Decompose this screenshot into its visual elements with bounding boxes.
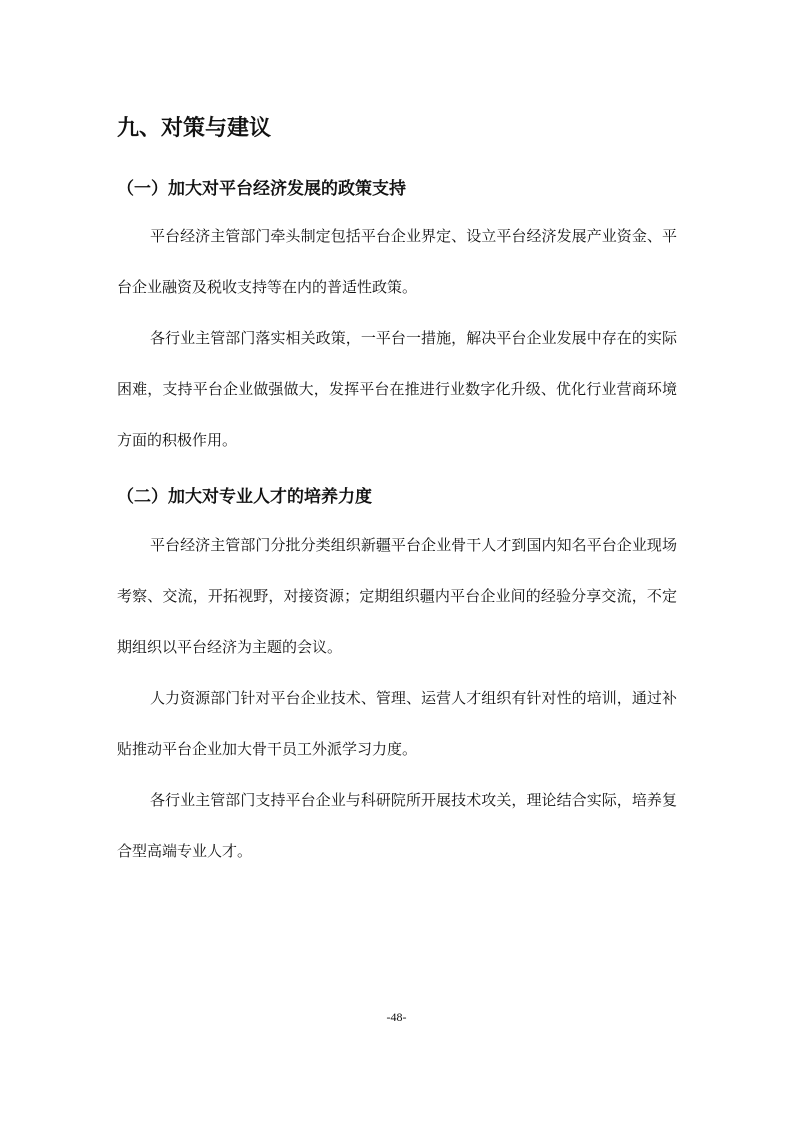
section-title-2: （二）加大对专业人才的培养力度: [117, 487, 372, 507]
page-number: -48-: [386, 1010, 407, 1024]
paragraph: 各行业主管部门落实相关政策，一平台一措施，解决平台企业发展中存在的实际困难，支持平台企业做强做大，发挥平台在推进行业数字化升级、优化行业营商环境方面的积极作用。: [117, 329, 677, 449]
paragraph: 平台经济主管部门分批分类组织新疆平台企业骨干人才到国内知名平台企业现场考察、交流，开拓视野，对接资源；定期组织疆内平台企业间的经验分享交流，不定期组织以平台经济为主题的会议。: [117, 536, 677, 656]
section-title-1: （一）加大对平台经济发展的政策支持: [117, 179, 406, 199]
chapter-heading: 九、对策与建议: [117, 116, 272, 141]
paragraph: 人力资源部门针对平台企业技术、管理、运营人才组织有针对性的培训，通过补贴推动平台企业加大骨干员工外派学习力度。: [117, 689, 677, 758]
paragraph: 平台经济主管部门牵头制定包括平台企业界定、设立平台经济发展产业资金、平台企业融资及税收支持等在内的普适性政策。: [117, 227, 677, 296]
paragraph: 各行业主管部门支持平台企业与科研院所开展技术攻关，理论结合实际，培养复合型高端专业人才。: [117, 791, 677, 860]
